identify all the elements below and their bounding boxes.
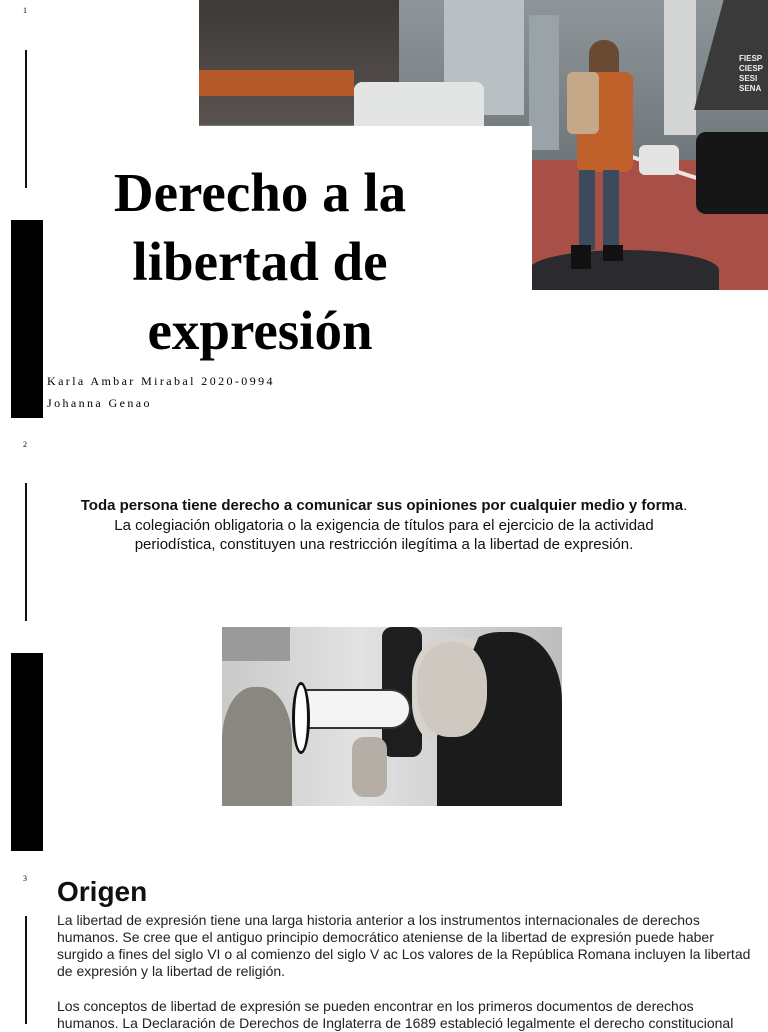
margin-line (25, 50, 27, 188)
margin-line (25, 916, 27, 1024)
author-line: Karla Ambar Mirabal 2020-0994 (47, 374, 275, 388)
margin-line (25, 483, 27, 621)
title-line: expresión (147, 300, 373, 361)
author-line: Johanna Genao (47, 396, 152, 410)
slide-number: 2 (23, 440, 27, 449)
presentation-title (60, 158, 460, 365)
title-line: Derecho a la (113, 162, 407, 223)
building-sign: FIESP CIESP SESI SENA (739, 54, 764, 93)
slide-number: 1 (23, 6, 27, 15)
section-heading: Origen (57, 876, 148, 907)
side-bar (11, 220, 43, 418)
side-bar (11, 653, 43, 851)
slide-number: 3 (23, 874, 27, 883)
paragraph: La libertad de expresión tiene una larga historia anterior a los instrumentos internacionales de derechos humanos. Se cree que el antiguo principio democrático ateniense de la libertad de expresión puede haber surgido a fines del siglo VI o al comienzo del siglo V ac Los valores de la República Romana incluyen la libertad de expresión y la libertad de religión. (57, 912, 751, 979)
quote-bold: Toda persona tiene derecho a comunicar sus opiniones por cualquier medio y forma (80, 497, 684, 514)
title-line: libertad de (132, 231, 388, 292)
quote-text (80, 496, 688, 555)
quote-rest: . La colegiación obligatoria o la exigencia de títulos para el ejercicio de la actividad periodística, constituyen una restricción ilegítima a la libertad de expresión. (114, 497, 688, 553)
protest-megaphone-photo (222, 627, 562, 806)
paragraph: Los conceptos de libertad de expresión se pueden encontrar en los primeros documentos de derechos humanos. La Declaración de Derechos de Inglaterra de 1689 estableció legalmente el derecho constitucional (57, 998, 734, 1031)
